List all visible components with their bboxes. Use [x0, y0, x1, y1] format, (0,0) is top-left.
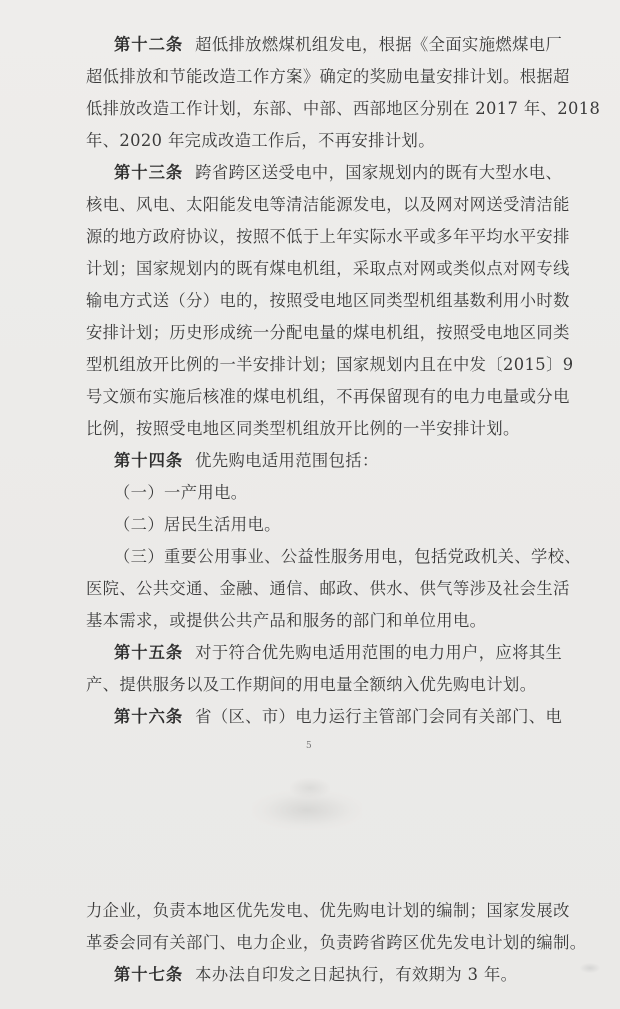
text-line — [114, 546, 582, 568]
line-text: 基本需求，或提供公共产品和服务的部门和单位用电。 — [86, 611, 487, 630]
line-text: 号文颁布实施后核准的煤电机组，不再保留现有的电力电量或分电 — [86, 387, 570, 406]
text-line — [114, 706, 563, 728]
text-line — [86, 226, 570, 248]
text-line — [86, 610, 546, 632]
text-line — [114, 450, 546, 472]
watermark-mark — [580, 963, 600, 973]
text-line — [86, 674, 546, 696]
article-heading: 第十四条 — [114, 451, 184, 470]
line-text: 医院、公共交通、金融、通信、邮政、供水、供气等涉及社会生活 — [86, 579, 570, 598]
text-line — [86, 578, 570, 600]
line-text: 超低排放和节能改造工作方案》确定的奖励电量安排计划。根据超 — [86, 67, 570, 86]
article-heading: 第十三条 — [114, 163, 184, 182]
line-text: 低排放改造工作计划，东部、中部、西部地区分别在 2017 年、2018 — [86, 99, 601, 118]
line-text: 型机组放开比例的一半安排计划；国家规划内且在中发〔2015〕9 — [86, 355, 574, 374]
page-number: 5 — [306, 741, 312, 751]
text-line — [86, 354, 574, 376]
text-line — [86, 322, 570, 344]
text-line — [114, 162, 563, 184]
text-line — [114, 514, 546, 536]
line-text: 本办法自印发之日起执行，有效期为 3 年。 — [195, 965, 518, 984]
text-line — [86, 130, 546, 152]
text-line — [114, 34, 563, 56]
text-line — [86, 386, 570, 408]
line-text: 核电、风电、太阳能发电等清洁能源发电，以及网对网送受清洁能 — [86, 195, 570, 214]
faded-mark — [252, 790, 362, 830]
article-heading: 第十六条 — [114, 707, 184, 726]
line-text: （三）重要公用事业、公益性服务用电，包括党政机关、学校、 — [114, 547, 582, 566]
text-line — [86, 194, 570, 216]
text-line — [86, 932, 587, 954]
line-text: 跨省跨区送受电中，国家规划内的既有大型水电、 — [195, 163, 563, 182]
text-line — [114, 964, 546, 986]
line-text: 超低排放燃煤机组发电，根据《全面实施燃煤电厂 — [195, 35, 563, 54]
line-text: 省（区、市）电力运行主管部门会同有关部门、电 — [195, 707, 563, 726]
line-text: （二）居民生活用电。 — [114, 515, 281, 534]
line-text: 优先购电适用范围包括： — [195, 451, 379, 470]
text-line — [86, 290, 570, 312]
line-text: 计划；国家规划内的既有煤电机组，采取点对网或类似点对网专线 — [86, 259, 570, 278]
line-text: 输电方式送（分）电的，按照受电地区同类型机组基数利用小时数 — [86, 291, 570, 310]
article-heading: 第十二条 — [114, 35, 184, 54]
text-line — [86, 66, 570, 88]
text-line — [86, 258, 570, 280]
line-text: 源的地方政府协议，按照不低于上年实际水平或多年平均水平安排 — [86, 227, 570, 246]
line-text: 比例，按照受电地区同类型机组放开比例的一半安排计划。 — [86, 419, 520, 438]
line-text: 年、2020 年完成改造工作后，不再安排计划。 — [86, 131, 435, 150]
line-text: 力企业，负责本地区优先发电、优先购电计划的编制；国家发展改 — [86, 901, 570, 920]
text-line — [114, 642, 563, 664]
text-line — [114, 482, 546, 504]
text-line — [86, 98, 601, 120]
article-heading: 第十五条 — [114, 643, 184, 662]
line-text: 产、提供服务以及工作期间的用电量全额纳入优先购电计划。 — [86, 675, 537, 694]
line-text: 对于符合优先购电适用范围的电力用户，应将其生 — [195, 643, 563, 662]
line-text: 革委会同有关部门、电力企业，负责跨省跨区优先发电计划的编制。 — [86, 933, 587, 952]
text-line — [86, 418, 546, 440]
text-line — [86, 900, 570, 922]
article-heading: 第十七条 — [114, 965, 184, 984]
line-text: 安排计划；历史形成统一分配电量的煤电机组，按照受电地区同类 — [86, 323, 570, 342]
line-text: （一）一产用电。 — [114, 483, 248, 502]
